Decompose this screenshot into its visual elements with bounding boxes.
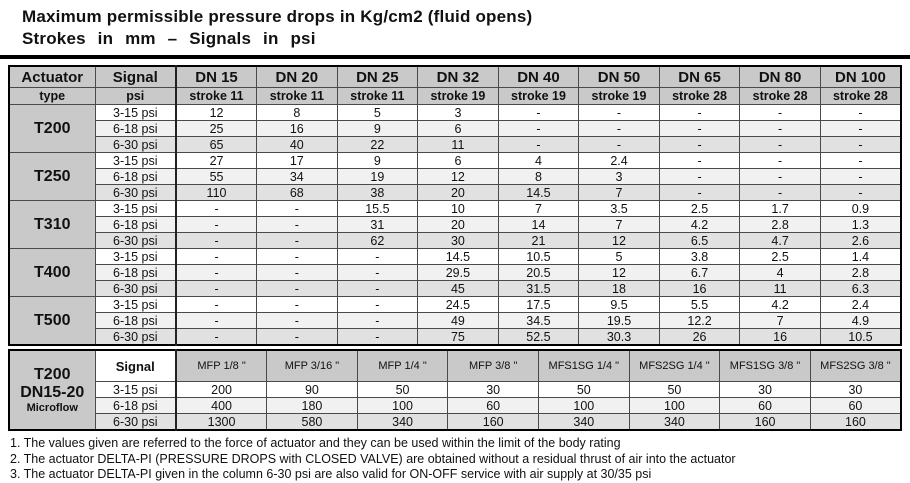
value-cell: - [176,313,257,329]
value-cell: 75 [418,329,499,346]
microflow-label-model: T200 [34,365,71,383]
signal-cell: 3-15 psi [95,297,176,313]
table-row [9,217,901,233]
signal-cell: 6-18 psi [95,265,176,281]
signal-cell: 6-18 psi [95,398,176,414]
value-cell: 15.5 [337,201,418,217]
stroke-header-8: stroke 28 [820,88,901,105]
value-cell: - [820,121,901,137]
value-cell: - [579,137,660,153]
value-cell: 60 [720,398,811,414]
page-title-line1: Maximum permissible pressure drops in Kg/cm2 (fluid opens) [22,7,533,26]
value-cell: 400 [176,398,267,414]
signal-cell: 3-15 psi [95,105,176,121]
microflow-column-header-2: MFP 1/4 " [357,350,448,382]
microflow-column-header-5: MFS2SG 1/4 " [629,350,720,382]
value-cell: 3.5 [579,201,660,217]
dn-column-header-3: DN 32 [418,66,499,88]
value-cell: 14.5 [418,249,499,265]
value-cell: 6.7 [659,265,740,281]
value-cell: - [659,121,740,137]
value-cell: - [740,153,821,169]
stroke-header-4: stroke 19 [498,88,579,105]
stroke-header-7: stroke 28 [740,88,821,105]
value-cell: - [257,249,338,265]
value-cell: 22 [337,137,418,153]
title-block [22,6,910,50]
signal-cell: 6-30 psi [95,137,176,153]
value-cell: 31.5 [498,281,579,297]
value-cell: 25 [176,121,257,137]
footnote-2: 2. The actuator DELTA-PI (PRESSURE DROPS with CLOSED VALVE) are obtained without a residual thrust of air into the actuator [10,451,736,466]
value-cell: - [257,265,338,281]
value-cell: 2.4 [579,153,660,169]
stroke-header-6: stroke 28 [659,88,740,105]
value-cell: 20 [418,185,499,201]
table-row [9,329,901,346]
table-row [9,382,901,398]
value-cell: 580 [267,414,358,431]
value-cell: - [337,265,418,281]
value-cell: 1.4 [820,249,901,265]
value-cell: 30.3 [579,329,660,346]
microflow-column-header-3: MFP 3/8 " [448,350,539,382]
dn-column-header-1: DN 20 [257,66,338,88]
value-cell: 7 [579,185,660,201]
value-cell: 68 [257,185,338,201]
value-cell: - [176,249,257,265]
table-row [9,201,901,217]
value-cell: 4.7 [740,233,821,249]
value-cell: 11 [740,281,821,297]
value-cell: 2.8 [820,265,901,281]
value-cell: 11 [418,137,499,153]
value-cell: 6 [418,153,499,169]
value-cell: 3 [579,169,660,185]
page-title-line2: Strokes in mm – Signals in psi [22,29,316,48]
value-cell: 340 [539,414,630,431]
value-cell: 4.2 [740,297,821,313]
value-cell: 34.5 [498,313,579,329]
value-cell: - [337,281,418,297]
actuator-type-header-top: Actuator [9,66,95,88]
value-cell: 30 [418,233,499,249]
value-cell: - [176,329,257,346]
table-row [9,398,901,414]
value-cell: 4.9 [820,313,901,329]
value-cell: 12 [579,233,660,249]
value-cell: 5.5 [659,297,740,313]
value-cell: 16 [659,281,740,297]
value-cell: 100 [357,398,448,414]
value-cell: 7 [498,201,579,217]
value-cell: - [579,121,660,137]
value-cell: 12 [176,105,257,121]
value-cell: 8 [257,105,338,121]
actuator-label-T500: T500 [9,297,95,346]
footnote-3: 3. The actuator DELTA-PI given in the column 6-30 psi are also valid for ON-OFF service with air supply at 30/35 psi [10,467,652,481]
value-cell: 2.6 [820,233,901,249]
value-cell: - [659,169,740,185]
value-cell: - [579,105,660,121]
dn-column-header-7: DN 80 [740,66,821,88]
value-cell: 19.5 [579,313,660,329]
value-cell: 27 [176,153,257,169]
value-cell: - [176,233,257,249]
signal-cell: 6-18 psi [95,121,176,137]
value-cell: - [257,233,338,249]
value-cell: 16 [740,329,821,346]
table-row [9,153,901,169]
actuator-label-T250: T250 [9,153,95,201]
value-cell: 6.3 [820,281,901,297]
value-cell: - [337,313,418,329]
value-cell: 2.4 [820,297,901,313]
value-cell: - [257,201,338,217]
value-cell: - [257,313,338,329]
value-cell: 180 [267,398,358,414]
stroke-header-2: stroke 11 [337,88,418,105]
table-row [9,185,901,201]
signal-cell: 6-30 psi [95,233,176,249]
dn-column-header-2: DN 25 [337,66,418,88]
dn-column-header-6: DN 65 [659,66,740,88]
value-cell: 1.3 [820,217,901,233]
value-cell: - [820,153,901,169]
microflow-column-header-7: MFS2SG 3/8 " [810,350,901,382]
microflow-label-dn: DN15-20 [20,383,85,401]
signal-cell: 6-30 psi [95,414,176,431]
value-cell: 52.5 [498,329,579,346]
value-cell: 5 [579,249,660,265]
value-cell: - [659,137,740,153]
value-cell: 50 [629,382,720,398]
value-cell: 160 [448,414,539,431]
value-cell: 31 [337,217,418,233]
value-cell: - [820,169,901,185]
table-row [9,265,901,281]
dn-column-header-0: DN 15 [176,66,257,88]
value-cell: - [337,297,418,313]
value-cell: - [257,297,338,313]
value-cell: - [176,297,257,313]
value-cell: 55 [176,169,257,185]
footnotes [10,436,910,483]
value-cell: 62 [337,233,418,249]
microflow-row-label [9,350,95,430]
value-cell: - [740,105,821,121]
value-cell: 30 [448,382,539,398]
table-row [9,249,901,265]
microflow-column-header-6: MFS1SG 3/8 " [720,350,811,382]
value-cell: 10.5 [820,329,901,346]
value-cell: 0.9 [820,201,901,217]
value-cell: - [257,281,338,297]
value-cell: 6 [418,121,499,137]
dn-column-header-4: DN 40 [498,66,579,88]
value-cell: 20 [418,217,499,233]
microflow-column-header-4: MFS1SG 1/4 " [539,350,630,382]
actuator-label-T400: T400 [9,249,95,297]
microflow-column-header-0: MFP 1/8 " [176,350,267,382]
value-cell: 340 [357,414,448,431]
actuator-label-T200: T200 [9,105,95,153]
value-cell: - [740,121,821,137]
value-cell: - [740,137,821,153]
value-cell: 4 [498,153,579,169]
value-cell: 8 [498,169,579,185]
value-cell: 110 [176,185,257,201]
signal-cell: 3-15 psi [95,382,176,398]
value-cell: 6.5 [659,233,740,249]
actuator-type-header-bottom: type [9,88,95,105]
table-row [9,105,901,121]
value-cell: 16 [257,121,338,137]
value-cell: - [498,121,579,137]
signal-psi-header-top: Signal [95,66,176,88]
value-cell: 21 [498,233,579,249]
signal-psi-header-bottom: psi [95,88,176,105]
value-cell: - [498,105,579,121]
signal-cell: 6-18 psi [95,313,176,329]
value-cell: - [176,217,257,233]
value-cell: 4 [740,265,821,281]
value-cell: 5 [337,105,418,121]
table-row [9,169,901,185]
value-cell: 49 [418,313,499,329]
value-cell: - [257,329,338,346]
table-row [9,233,901,249]
value-cell: - [820,105,901,121]
value-cell: 14.5 [498,185,579,201]
table-row [9,297,901,313]
value-cell: 12 [418,169,499,185]
signal-cell: 3-15 psi [95,249,176,265]
value-cell: 19 [337,169,418,185]
value-cell: 7 [579,217,660,233]
value-cell: 10.5 [498,249,579,265]
value-cell: 9 [337,153,418,169]
value-cell: - [659,105,740,121]
table-row [9,121,901,137]
value-cell: 65 [176,137,257,153]
value-cell: 60 [448,398,539,414]
actuator-label-T310: T310 [9,201,95,249]
value-cell: 17 [257,153,338,169]
microflow-signal-header: Signal [95,350,176,382]
value-cell: 30 [810,382,901,398]
value-cell: 9 [337,121,418,137]
table-row [9,414,901,431]
value-cell: 50 [357,382,448,398]
signal-cell: 3-15 psi [95,153,176,169]
value-cell: - [176,281,257,297]
value-cell: 2.5 [659,201,740,217]
value-cell: 1300 [176,414,267,431]
value-cell: 38 [337,185,418,201]
value-cell: - [176,265,257,281]
stroke-header-0: stroke 11 [176,88,257,105]
value-cell: - [498,137,579,153]
value-cell: 30 [720,382,811,398]
signal-cell: 6-30 psi [95,185,176,201]
value-cell: - [740,185,821,201]
value-cell: - [337,249,418,265]
value-cell: - [257,217,338,233]
signal-cell: 6-18 psi [95,217,176,233]
value-cell: 20.5 [498,265,579,281]
microflow-table [8,349,902,431]
pressure-drops-table [8,65,902,346]
signal-cell: 6-30 psi [95,329,176,346]
value-cell: 12 [579,265,660,281]
value-cell: 12.2 [659,313,740,329]
value-cell: - [337,329,418,346]
microflow-label-type: Microflow [26,401,78,414]
signal-cell: 3-15 psi [95,201,176,217]
title-underline-rule [0,55,910,59]
value-cell: - [659,153,740,169]
microflow-column-header-1: MFP 3/16 " [267,350,358,382]
value-cell: 1.7 [740,201,821,217]
value-cell: 100 [539,398,630,414]
value-cell: - [659,185,740,201]
signal-cell: 6-30 psi [95,281,176,297]
stroke-header-1: stroke 11 [257,88,338,105]
value-cell: 29.5 [418,265,499,281]
value-cell: 7 [740,313,821,329]
value-cell: 40 [257,137,338,153]
value-cell: - [740,169,821,185]
signal-cell: 6-18 psi [95,169,176,185]
value-cell: 45 [418,281,499,297]
value-cell: 2.8 [740,217,821,233]
value-cell: 34 [257,169,338,185]
value-cell: 340 [629,414,720,431]
value-cell: 50 [539,382,630,398]
value-cell: 14 [498,217,579,233]
value-cell: 160 [720,414,811,431]
value-cell: 200 [176,382,267,398]
table-row [9,313,901,329]
value-cell: 3 [418,105,499,121]
value-cell: 90 [267,382,358,398]
value-cell: - [820,137,901,153]
value-cell: 60 [810,398,901,414]
value-cell: 3.8 [659,249,740,265]
value-cell: 10 [418,201,499,217]
value-cell: 160 [810,414,901,431]
table-row [9,281,901,297]
value-cell: 18 [579,281,660,297]
value-cell: 24.5 [418,297,499,313]
dn-column-header-5: DN 50 [579,66,660,88]
value-cell: - [176,201,257,217]
stroke-header-3: stroke 19 [418,88,499,105]
dn-column-header-8: DN 100 [820,66,901,88]
value-cell: 17.5 [498,297,579,313]
value-cell: - [820,185,901,201]
value-cell: 100 [629,398,720,414]
stroke-header-5: stroke 19 [579,88,660,105]
tables-area [8,65,902,431]
value-cell: 26 [659,329,740,346]
table-row [9,137,901,153]
value-cell: 4.2 [659,217,740,233]
footnote-1: 1. The values given are referred to the force of actuator and they can be used within the limit of the body rating [10,436,621,450]
value-cell: 9.5 [579,297,660,313]
value-cell: 2.5 [740,249,821,265]
